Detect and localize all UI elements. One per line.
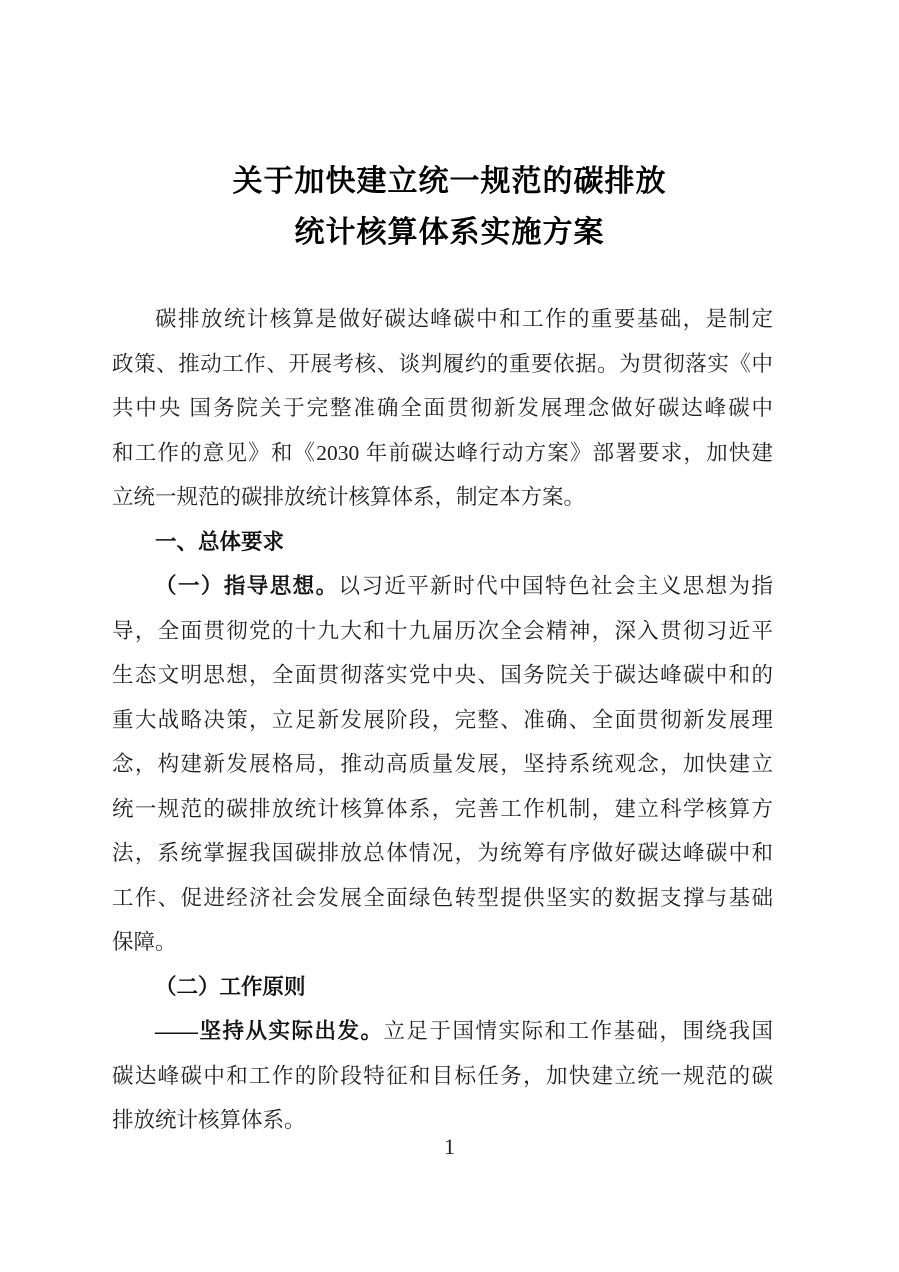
document-title	[0, 156, 899, 258]
intro-line: 共中央 国务院关于完整准确全面贯彻新发展理念做好碳达峰碳中	[112, 396, 773, 420]
intro-line: 碳排放统计核算是做好碳达峰碳中和工作的重要基础，是制定	[155, 307, 773, 331]
guiding-ideology-line: 念，构建新发展格局，推动高质量发展，坚持系统观念，加快建立	[112, 752, 773, 776]
guiding-ideology-line: 法，系统掌握我国碳排放总体情况，为统筹有序做好碳达峰碳中和	[112, 841, 773, 865]
document-body	[112, 297, 773, 1143]
guiding-ideology-line: 导，全面贯彻党的十九大和十九届历次全会精神，深入贯彻习近平	[112, 618, 773, 643]
intro-line: 立统一规范的碳排放统计核算体系，制定本方案。	[112, 485, 586, 509]
guiding-ideology-line: 重大战略决策，立足新发展阶段，完整、准确、全面贯彻新发展理	[112, 707, 773, 732]
guiding-ideology-lead: （一）指导思想。	[155, 574, 339, 598]
page-number: 1	[444, 1134, 455, 1159]
guiding-ideology-line: 统一规范的碳排放统计核算体系，完善工作机制，建立科学核算方	[112, 796, 773, 821]
intro-line: 政策、推动工作、开展考核、谈判履约的重要依据。为贯彻落实《中	[112, 351, 773, 376]
principle-line	[112, 1009, 773, 1054]
principle-line: 碳达峰碳中和工作的阶段特征和目标任务，加快建立统一规范的碳	[112, 1063, 773, 1088]
guiding-ideology-line: 工作、促进经济社会发展全面绿色转型提供坚实的数据支撑与基础	[112, 885, 773, 910]
title-line-1: 关于加快建立统一规范的碳排放	[232, 165, 667, 198]
guiding-ideology-line: 保障。	[112, 930, 177, 954]
principle-lead: ——坚持从实际出发。	[155, 1019, 384, 1043]
guiding-ideology-line: 生态文明思想，全面贯彻落实党中央、国务院关于碳达峰碳中和的	[112, 663, 773, 687]
guiding-ideology-line	[112, 564, 773, 609]
principle-line: 排放统计核算体系。	[112, 1108, 306, 1132]
intro-line: 和工作的意见》和《2030 年前碳达峰行动方案》部署要求，加快建	[112, 440, 773, 465]
principle-text: 立足于国情实际和工作基础，围绕我国	[383, 1019, 773, 1043]
title-line-2: 统计核算体系实施方案	[294, 216, 605, 249]
section-heading-work-principles	[112, 965, 773, 1010]
section-heading-overall-requirements: 一、总体要求	[155, 529, 285, 554]
work-principles-heading-text: （二）工作原则	[155, 974, 306, 999]
guiding-ideology-text: 以习近平新时代中国特色社会主义思想为指	[338, 574, 773, 598]
